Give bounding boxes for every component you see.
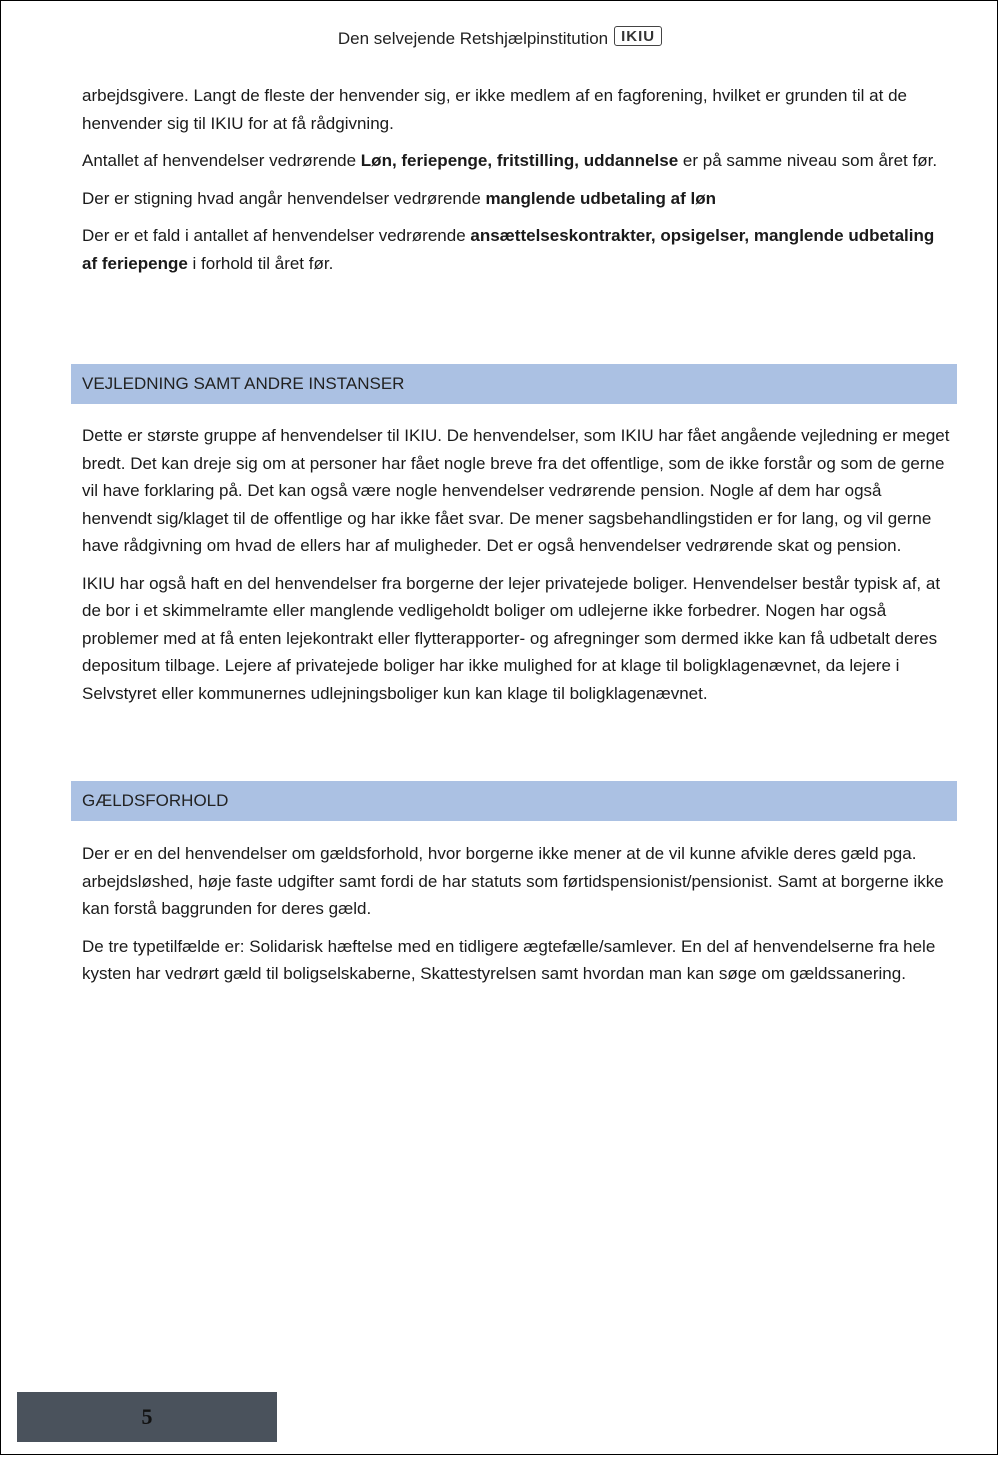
intro-paragraph-4 xyxy=(82,222,950,277)
gaeld-paragraph-1: Der er en del henvendelser om gældsforhold, hvor borgerne ikke mener at de vil kunne afvikle deres gæld pga. arbejdsløshed, høje faste udgifter samt fordi de har statuts som førtidspensionist/pensionist. Samt at borgerne ikke kan forstå baggrunden for deres gæld. xyxy=(82,844,944,918)
intro-paragraph-4-bold: ansættelseskontrakter, opsigelser, manglende udbetaling af feriepenge xyxy=(82,226,935,273)
intro-paragraph-4-post: i forhold til året før. xyxy=(187,253,334,273)
intro-paragraph-1: arbejdsgivere. Langt de fleste der henvender sig, er ikke medlem af en fagforening, hvilket er grunden til at de henvender sig til IKIU for at få rådgivning. xyxy=(82,86,907,133)
intro-paragraph-3-pre: Der er stigning hvad angår henvendelser vedrørende xyxy=(82,188,486,208)
section-heading-gaeldsforhold xyxy=(71,781,957,821)
page-number: 5 xyxy=(141,1404,153,1429)
intro-paragraph-3-bold: manglende udbetaling af løn xyxy=(485,188,716,208)
header-title: Den selvejende Retshjælpinstitution xyxy=(337,29,609,48)
intro-paragraph-2 xyxy=(82,147,950,175)
intro-text xyxy=(82,82,950,287)
vejledning-paragraph-2: IKIU har også haft en del henvendelser fra borgerne der lejer privatejede boliger. Henvendelser består typisk af, at de bor i et skimmelramte eller manglende vedligeholdt boliger om udlejerne ikke forbedrer. Nogen har også problemer med at få enten lejekontrakt eller flytterapporter- og afregninger som dermed ikke kan få udbetalt deres depositum tilbage. Lejere af privatejede boliger har ikke mulighed for at klage til boligklagenævnet, da lejere i Selvstyret eller kommunernes udlejningsboliger kun kan klage til boligklagenævnet. xyxy=(82,573,941,703)
intro-paragraph-2-post: er på samme niveau som året før. xyxy=(678,151,938,170)
vejledning-paragraph-1: Dette er største gruppe af henvendelser til IKIU. De henvendelser, som IKIU har fået angående vejledning er meget bredt. Det kan dreje sig om at personer har fået nogle breve fra det offentlige, som de ikke forstår og som de gerne vil have forklaring på. Det kan også være nogle henvendelser vedrørende pension. Nogle af dem har også henvendt sig/klaget til de offentlige og har ikke fået svar. De mener sagsbehandlingstiden er for lang, og vil gerne have rådgivning om hvad de ellers har af muligheder. Det er også henvendelser vedrørende skat og pension. xyxy=(82,426,950,555)
intro-paragraph-2-bold: Løn, feriepenge, fritstilling, uddannelse xyxy=(360,151,679,170)
page-header xyxy=(0,24,1000,54)
intro-paragraph-4-pre: Der er et fald i antallet af henvendelser vedrørende xyxy=(82,226,471,245)
ikiu-logo: IKIU xyxy=(614,26,662,46)
intro-paragraph-2-pre: Antallet af henvendelser vedrørende xyxy=(82,151,361,170)
section-body-gaeldsforhold xyxy=(82,840,950,998)
section-heading-gaeldsforhold-label: GÆLDSFORHOLD xyxy=(82,791,229,810)
intro-paragraph-3 xyxy=(82,185,950,213)
section-heading-vejledning-label: VEJLEDNING SAMT ANDRE INSTANSER xyxy=(82,374,405,393)
section-body-vejledning xyxy=(82,422,950,717)
section-heading-vejledning xyxy=(71,364,957,404)
gaeld-paragraph-2: De tre typetilfælde er: Solidarisk hæftelse med en tidligere ægtefælle/samlever. En del af henvendelserne fra hele kysten har vedrørt gæld til boligselskaberne, Skattestyrelsen samt hvordan man kan søge om gældssanering. xyxy=(82,936,936,983)
page-number-box xyxy=(17,1392,277,1442)
